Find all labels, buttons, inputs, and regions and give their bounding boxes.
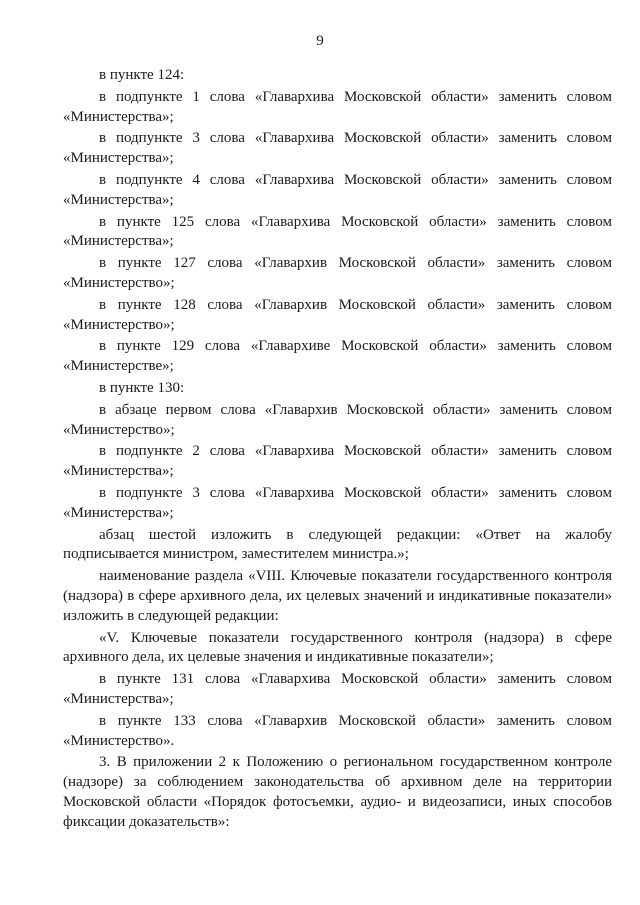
- paragraph-item-133: в пункте 133 слова «Главархив Московской области» заменить словом «Министерство».: [63, 712, 612, 749]
- page-number: 9: [316, 33, 324, 49]
- paragraph-item-131: в пункте 131 слова «Главархива Московской области» заменить словом «Министерства»;: [63, 671, 612, 707]
- paragraph-section-title-change: наименование раздела «VIII. Ключевые показатели государственного контроля (надзора) в сфере архивного дела, их целевых значений и индикативные показатели» изложить в следующей редакции:: [63, 568, 612, 624]
- paragraph-item-128: в пункте 128 слова «Главархив Московской области» заменить словом «Министерство»;: [63, 296, 612, 333]
- paragraph-item-130-sub3: в подпункте 3 слова «Главархива Московской области» заменить словом «Министерства»;: [63, 484, 612, 521]
- paragraph-item-124-sub4: в подпункте 4 слова «Главархива Московской области» заменить словом «Министерства»;: [63, 171, 612, 208]
- paragraph-item-124-sub3: в подпункте 3 слова «Главархива Московской области» заменить словом «Министерства»;: [63, 130, 612, 167]
- paragraph-appendix-2: 3. В приложении 2 к Положению о региональном государственном контроле (надзоре) за соблюдением законодательства об архивном деле на территории Московской области «Порядок фотосъемки, аудио- и видеозаписи, иных способов фиксации доказательств»:: [63, 754, 612, 830]
- paragraph-item-130: в пункте 130:: [99, 379, 185, 396]
- paragraph-item-125: в пункте 125 слова «Главархива Московской области» заменить словом «Министерства»;: [63, 213, 612, 250]
- document-body: [63, 64, 612, 832]
- paragraph-item-127: в пункте 127 слова «Главархив Московской области» заменить словом «Министерство»;: [63, 255, 612, 291]
- paragraph-section-title-new: «V. Ключевые показатели государственного контроля (надзора) в сфере архивного дела, их целевые значения и индикативные показатели»;: [63, 629, 612, 666]
- paragraph-item-130-sixth: абзац шестой изложить в следующей редакции: «Ответ на жалобу подписывается министром, заместителем министра.»;: [63, 526, 612, 563]
- paragraph-item-124-sub1: в подпункте 1 слова «Главархива Московской области» заменить словом «Министерства»;: [63, 88, 612, 125]
- paragraph-item-124: в пункте 124:: [99, 67, 185, 83]
- paragraph-item-130-first: в абзаце первом слова «Главархив Московской области» заменить словом «Министерство»;: [63, 401, 612, 438]
- paragraph-item-129: в пункте 129 слова «Главархиве Московской области» заменить словом «Министерстве»;: [63, 338, 612, 375]
- paragraph-item-130-sub2: в подпункте 2 слова «Главархива Московской области» заменить словом «Министерства»;: [63, 443, 612, 480]
